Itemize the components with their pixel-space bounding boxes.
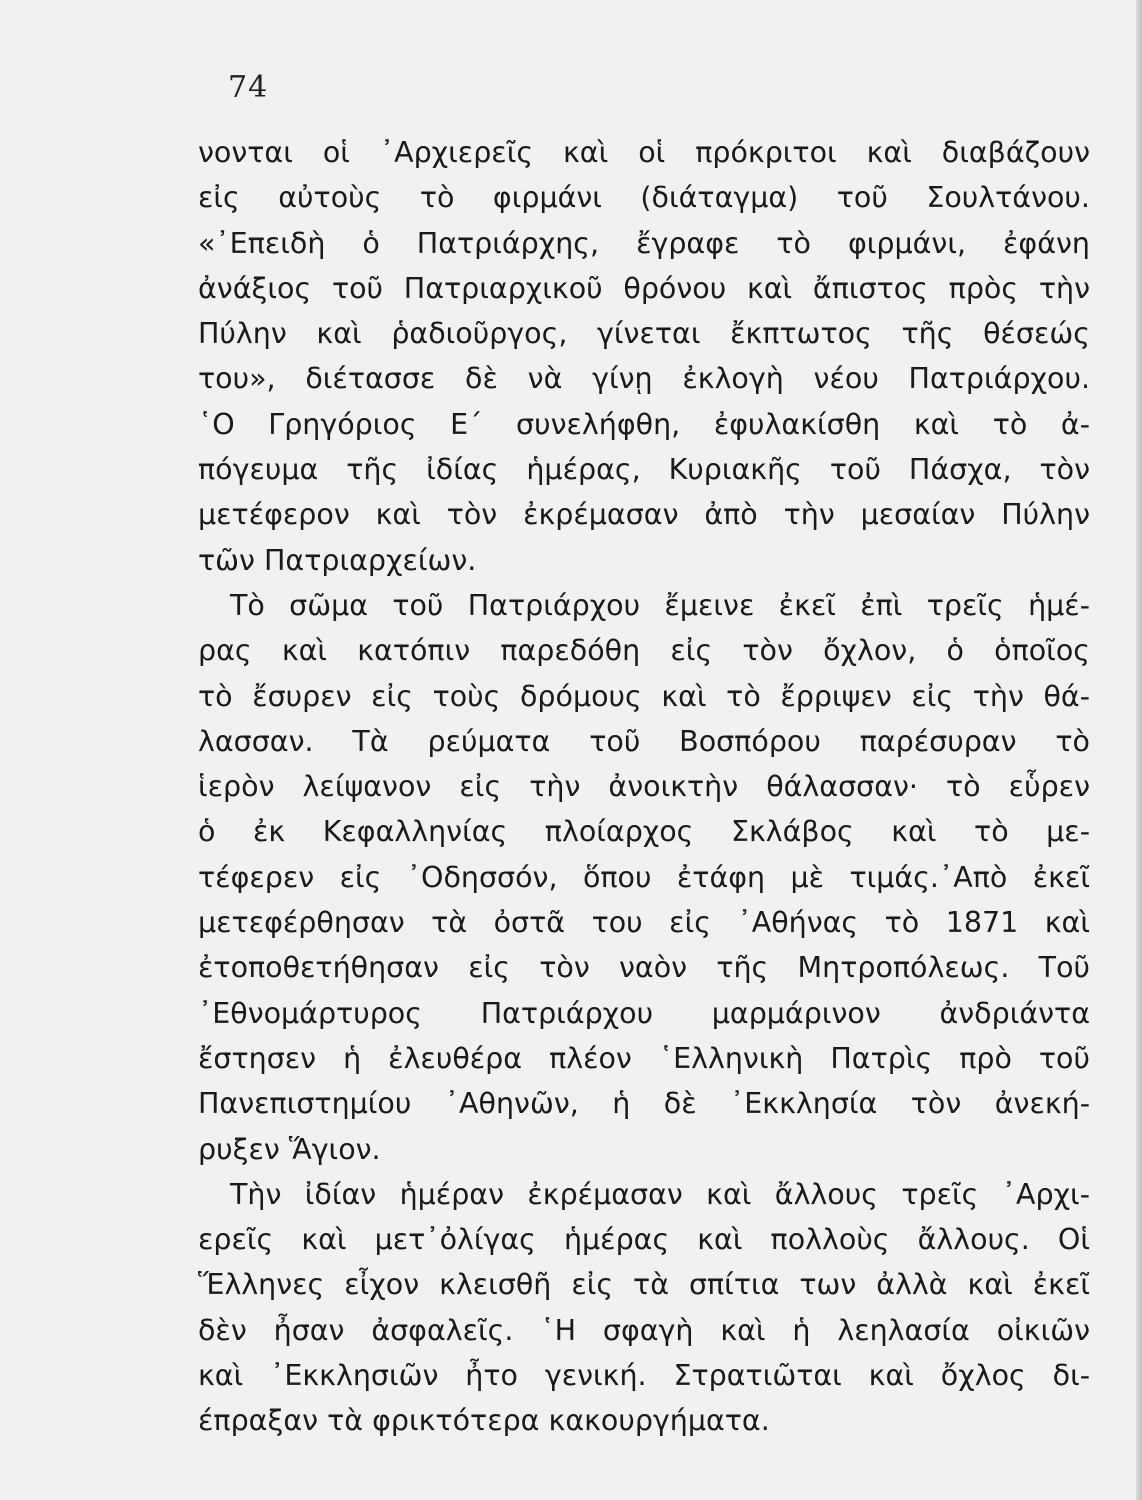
text-line: Πανεπιστημίου ᾿Αθηνῶν, ἡ δὲ ᾿Εκκλησία τὸν ἀνεκή-: [198, 1087, 1090, 1121]
page-number: 74: [228, 70, 269, 105]
text-line: «᾿Επειδὴ ὁ Πατριάρχης, ἔγραφε τὸ φιρμάνι, ἐφάνη: [198, 226, 1090, 260]
text-line: ερεῖς καὶ μετ᾿ὀλίγας ἡμέρας καὶ πολλοὺς ἄλλους. Οἱ: [198, 1223, 1090, 1257]
text-line: τέφερεν εἰς ᾿Οδησσόν, ὅπου ἐτάφη μὲ τιμάς.᾿Απὸ ἐκεῖ: [198, 860, 1090, 894]
text-line: Πύλην καὶ ῥαδιοῦργος, γίνεται ἔκπτωτος τῆς θέσεώς: [198, 317, 1090, 351]
text-line: μετέφερον καὶ τὸν ἐκρέμασαν ἀπὸ τὴν μεσαίαν Πύλην: [198, 498, 1090, 532]
text-line: καὶ ᾿Εκκλησιῶν ἦτο γενική. Στρατιῶται καὶ ὄχλος δι-: [198, 1359, 1090, 1393]
text-line: ἀνάξιος τοῦ Πατριαρχικοῦ θρόνου καὶ ἄπιστος πρὸς τὴν: [198, 271, 1090, 305]
text-line: εἰς αὐτοὺς τὸ φιρμάνι (διάταγμα) τοῦ Σουλτάνου.: [198, 181, 1090, 215]
text-line: λασσαν. Τὰ ρεύματα τοῦ Βοσπόρου παρέσυραν τὸ: [198, 724, 1090, 758]
text-line: ἐτοποθετήθησαν εἰς τὸν ναὸν τῆς Μητροπόλεως. Τοῦ: [198, 951, 1090, 985]
text-line: μετεφέρθησαν τὰ ὀστᾶ του εἰς ᾿Αθήνας τὸ 1871 καὶ: [198, 906, 1090, 940]
text-line: τὸ ἔσυρεν εἰς τοὺς δρόμους καὶ τὸ ἔρριψεν εἰς τὴν θά-: [198, 679, 1090, 713]
text-line: ρυξεν Ἅγιον.: [198, 1132, 381, 1166]
text-line: τῶν Πατριαρχείων.: [198, 543, 477, 577]
paragraph-3: [198, 1172, 1090, 1444]
text-line: δὲν ἦσαν ἀσφαλεῖς. ῾Η σφαγὴ καὶ ἡ λεηλασία οἰκιῶν: [198, 1313, 1090, 1347]
text-line: Τὸ σῶμα τοῦ Πατριάρχου ἔμεινε ἐκεῖ ἐπὶ τρεῖς ἡμέ-: [230, 588, 1090, 622]
text-line: ρας καὶ κατόπιν παρεδόθη εἰς τὸν ὄχλον, ὁ ὁποῖος: [198, 634, 1090, 668]
text-line: του», διέτασσε δὲ νὰ γίνῃ ἐκλογὴ νέου Πατριάρχου.: [198, 362, 1090, 396]
text-line: ἱερὸν λείψανον εἰς τὴν ἀνοικτὴν θάλασσαν· τὸ εὗρεν: [198, 770, 1090, 804]
text-line: Ἕλληνες εἶχον κλεισθῆ εἰς τὰ σπίτια των ἀλλὰ καὶ ἐκεῖ: [198, 1268, 1090, 1302]
text-line: ᾿Εθνομάρτυρος Πατριάρχου μαρμάρινον ἀνδριάντα: [198, 996, 1090, 1030]
text-line: ἔστησεν ἡ ἐλευθέρα πλέον ῾Ελληνικὴ Πατρὶς πρὸ τοῦ: [198, 1041, 1090, 1075]
page-edge: [1136, 0, 1142, 1500]
paragraph-2: [198, 583, 1090, 1172]
body-text: [198, 130, 1090, 1444]
paragraph-1: [198, 130, 1090, 583]
text-line: νονται οἱ ᾿Αρχιερεῖς καὶ οἱ πρόκριτοι καὶ διαβάζουν: [198, 136, 1090, 169]
text-line: ῾Ο Γρηγόριος Ε΄ συνελήφθη, ἐφυλακίσθη καὶ τὸ ἀ-: [198, 407, 1090, 441]
text-line: πόγευμα τῆς ἰδίας ἡμέρας, Κυριακῆς τοῦ Πάσχα, τὸν: [198, 453, 1090, 487]
text-line: έπραξαν τὰ φρικτότερα κακουργήματα.: [198, 1404, 770, 1438]
text-line: ὁ ἐκ Κεφαλληνίας πλοίαρχος Σκλάβος καὶ τὸ με-: [198, 815, 1090, 849]
text-line: Τὴν ἰδίαν ἡμέραν ἐκρέμασαν καὶ ἄλλους τρεῖς ᾿Αρχι-: [230, 1177, 1090, 1211]
